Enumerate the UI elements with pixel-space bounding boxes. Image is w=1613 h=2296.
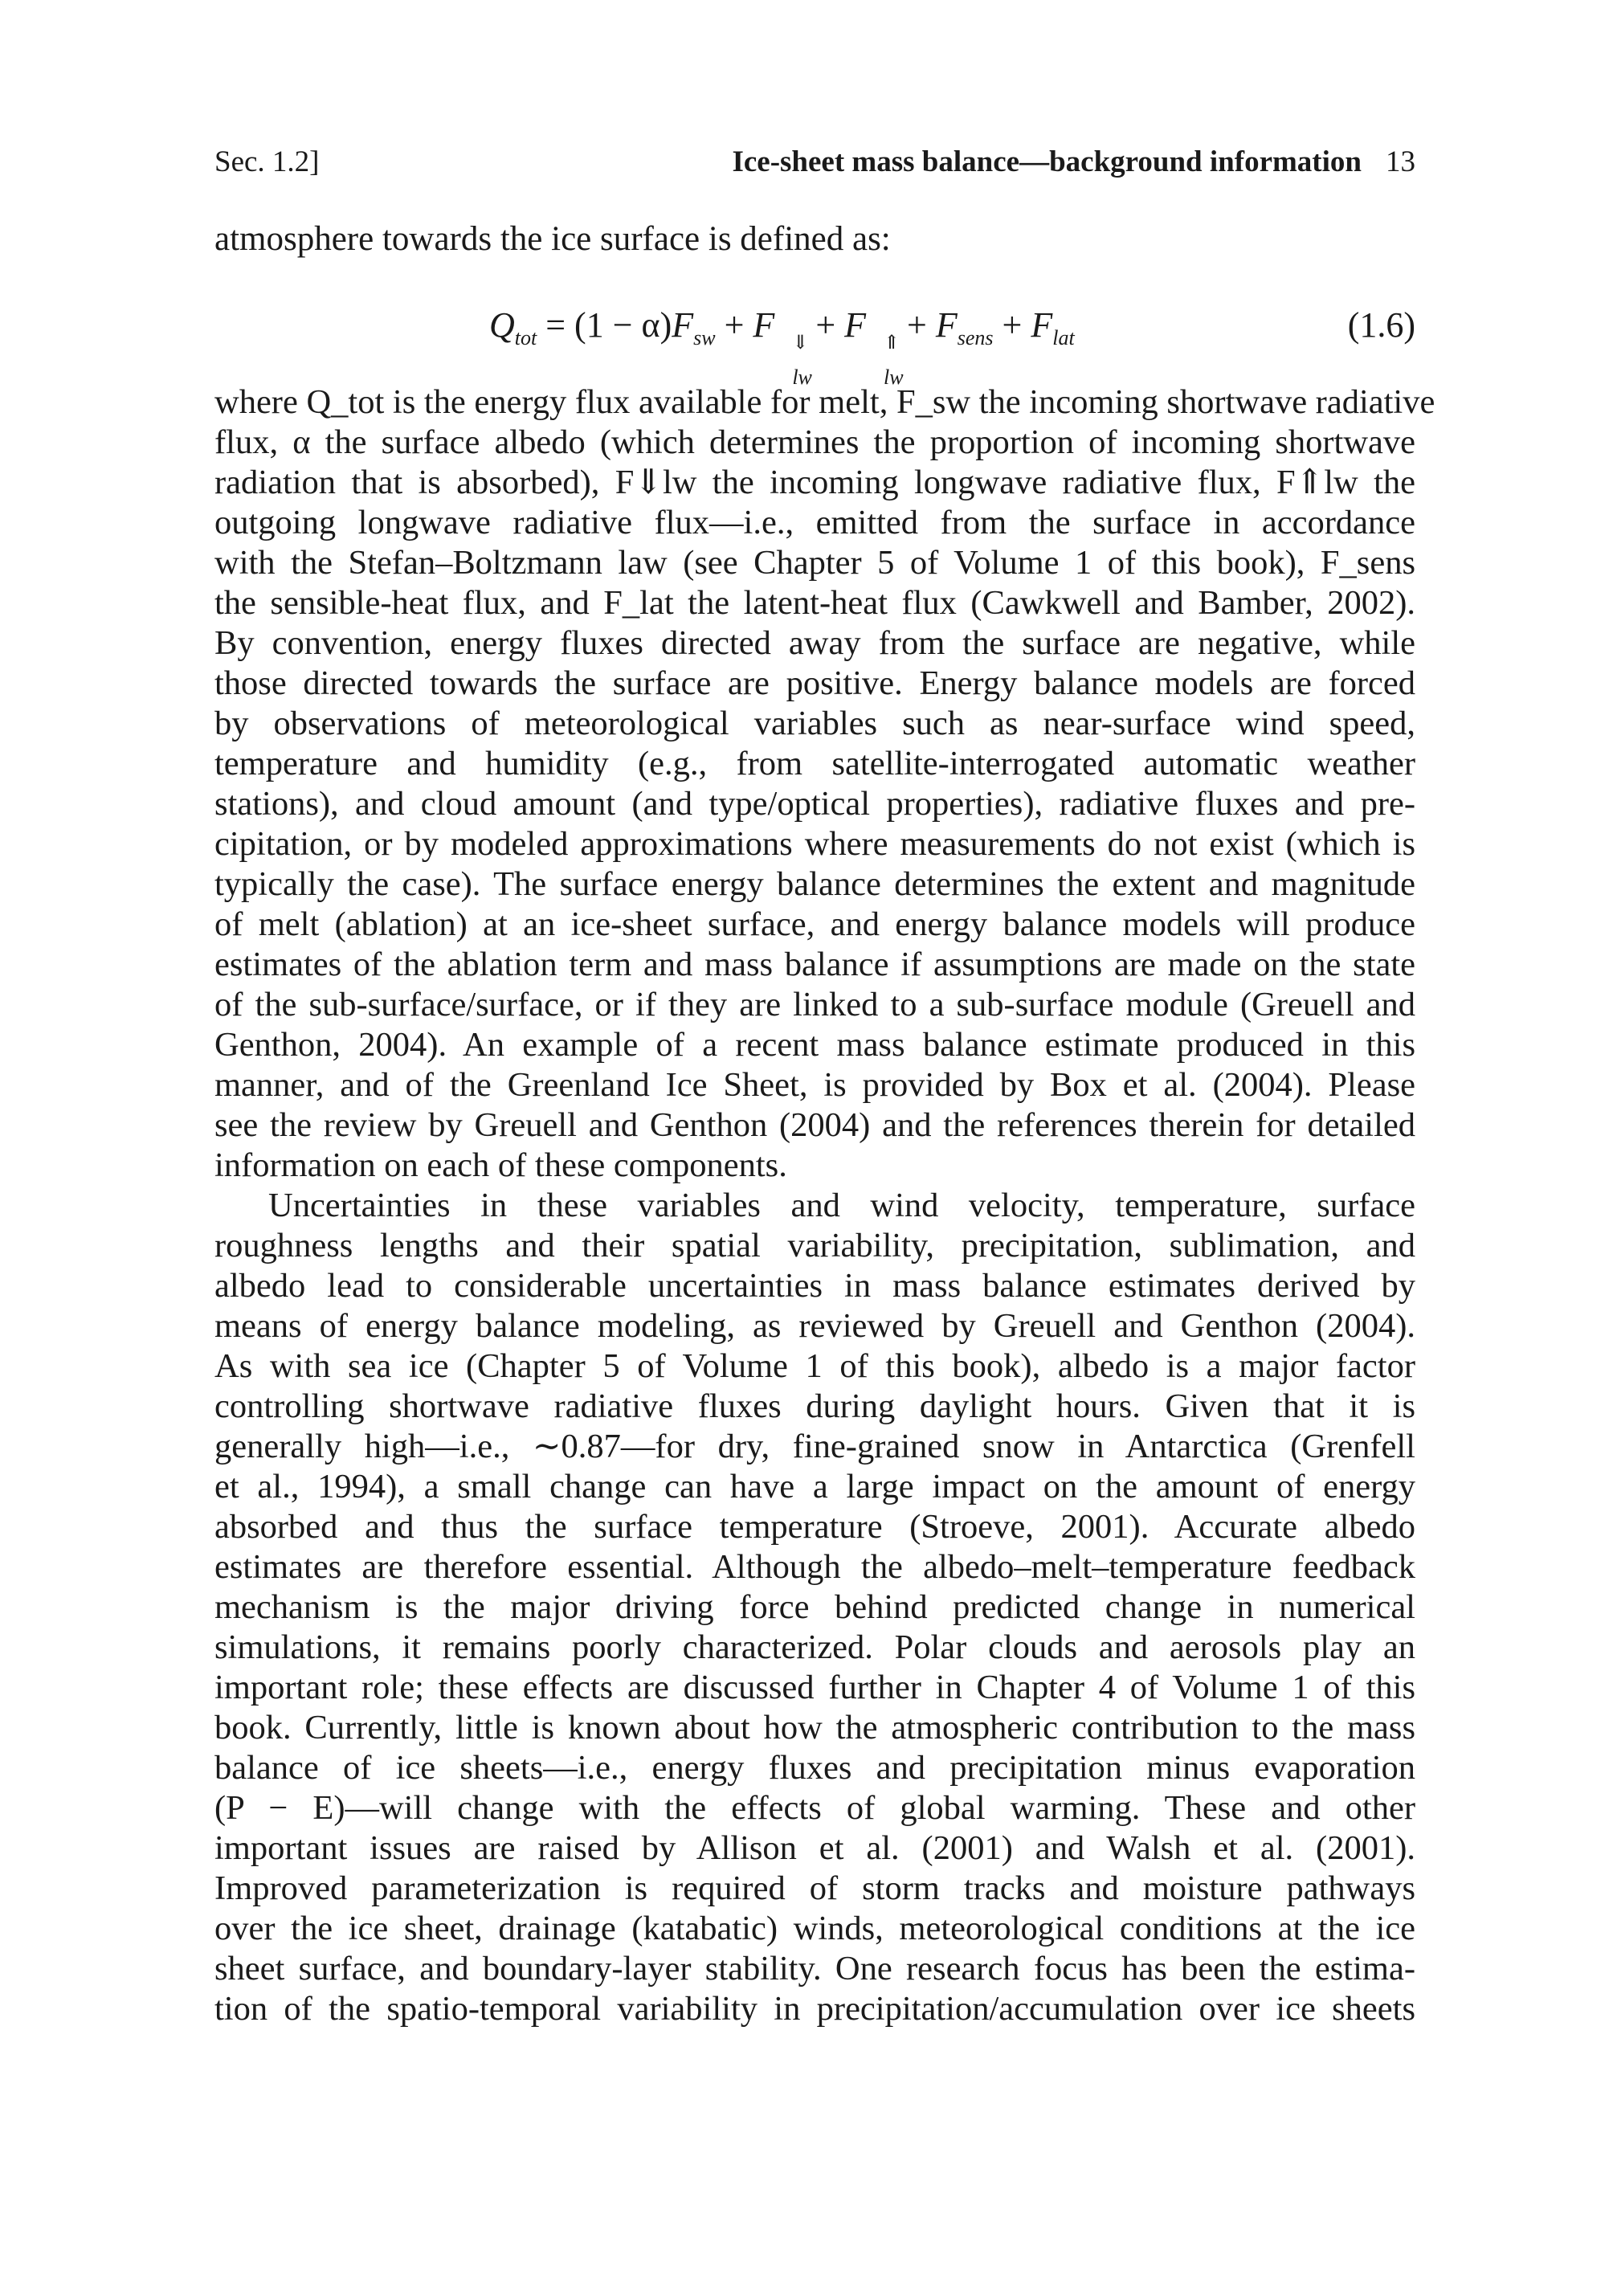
paragraph-line: information on each of these components.	[214, 1146, 787, 1184]
paragraph-line: book. Currently, little is known about how the atmospheric contribution to the mass	[214, 1709, 1415, 1747]
paragraph-line: manner, and of the Greenland Ice Sheet, is provided by Box et al. (2004). Please	[214, 1066, 1415, 1104]
running-header	[214, 138, 1415, 186]
paragraph-line: mechanism is the major driving force behind predicted change in numerical	[214, 1588, 1415, 1626]
paragraph-line: simulations, it remains poorly characterized. Polar clouds and aerosols play an	[214, 1628, 1415, 1666]
paragraph-line: important issues are raised by Allison et al. (2001) and Walsh et al. (2001).	[214, 1829, 1415, 1867]
paragraph-line: typically the case). The surface energy balance determines the extent and magnitude	[214, 865, 1415, 903]
paragraph-line: see the review by Greuell and Genthon (2004) and the references therein for detailed	[214, 1106, 1415, 1144]
paragraph-line: Improved parameterization is required of storm tracks and moisture pathways	[214, 1869, 1415, 1907]
paragraph-line: by observations of meteorological variables such as near-surface wind speed,	[214, 705, 1415, 742]
paragraph-line: By convention, energy fluxes directed away from the surface are negative, while	[214, 624, 1415, 662]
paragraph-line: the sensible-heat flux, and F_lat the latent-heat flux (Cawkwell and Bamber, 2002).	[214, 584, 1415, 622]
paragraph-line: Genthon, 2004). An example of a recent mass balance estimate produced in this	[214, 1026, 1415, 1064]
lead-line: atmosphere towards the ice surface is defined as:	[214, 220, 891, 258]
paragraph-line: absorbed and thus the surface temperature (Stroeve, 2001). Accurate albedo	[214, 1508, 1415, 1546]
paragraph-line: controlling shortwave radiative fluxes during daylight hours. Given that it is	[214, 1387, 1415, 1425]
paragraph-line: et al., 1994), a small change can have a large impact on the amount of energy	[214, 1468, 1415, 1505]
paragraph-line: roughness lengths and their spatial variability, precipitation, sublimation, and	[214, 1227, 1415, 1264]
header-right	[732, 138, 1415, 186]
paragraph-line: estimates are therefore essential. Although the albedo–melt–temperature feedback	[214, 1548, 1415, 1586]
equation-expression: $Q_{tot} = (1 - \alpha)F_{sw} + F$ ⇓ lw + F ⇑ lw + $F_{sens} + F_{lat}$	[489, 305, 1075, 389]
paragraph-line: those directed towards the surface are positive. Energy balance models are forced	[214, 664, 1415, 702]
paragraph-line: radiation that is absorbed), F⇓lw the incoming longwave radiative flux, F⇑lw the	[214, 464, 1415, 501]
paragraph-line: with the Stefan–Boltzmann law (see Chapter 5 of Volume 1 of this book), F_sens	[214, 544, 1415, 582]
paragraph-line: As with sea ice (Chapter 5 of Volume 1 of this book), albedo is a major factor	[214, 1347, 1415, 1385]
running-title: Ice-sheet mass balance—background information	[732, 145, 1362, 178]
equation-1-6	[214, 297, 1415, 389]
paragraph-line: means of energy balance modeling, as reviewed by Greuell and Genthon (2004).	[214, 1307, 1415, 1345]
paragraph-line: flux, α the surface albedo (which determines the proportion of incoming shortwave	[214, 423, 1415, 461]
section-label: Sec. 1.2]	[214, 145, 320, 178]
paragraph-line: of melt (ablation) at an ice-sheet surface, and energy balance models will produce	[214, 905, 1415, 943]
paragraph-line: albedo lead to considerable uncertainties in mass balance estimates derived by	[214, 1267, 1415, 1305]
paragraph-line: important role; these effects are discussed further in Chapter 4 of Volume 1 of this	[214, 1669, 1415, 1706]
paragraph-line: estimates of the ablation term and mass balance if assumptions are made on the state	[214, 946, 1415, 983]
paragraph-line: over the ice sheet, drainage (katabatic) winds, meteorological conditions at the ice	[214, 1910, 1415, 1947]
paragraph-line: sheet surface, and boundary-layer stability. One research focus has been the estima-	[214, 1950, 1415, 1988]
paragraph-line: tion of the spatio-temporal variability in precipitation/accumulation over ice sheets	[214, 1990, 1415, 2028]
paragraph-line: stations), and cloud amount (and type/optical properties), radiative fluxes and pre-	[214, 785, 1415, 823]
page-number: 13	[1386, 145, 1415, 178]
paragraph-line: outgoing longwave radiative flux—i.e., emitted from the surface in accordance	[214, 504, 1415, 541]
paragraph-line: temperature and humidity (e.g., from satellite-interrogated automatic weather	[214, 745, 1415, 782]
paragraph-line: of the sub-surface/surface, or if they are linked to a sub-surface module (Greuell and	[214, 986, 1415, 1023]
paragraph-line: Uncertainties in these variables and wind velocity, temperature, surface	[268, 1187, 1415, 1224]
paragraph-line: where Q_tot is the energy flux available for melt, F_sw the incoming shortwave radiative	[214, 383, 1435, 421]
paragraph-line: (P − E)—will change with the effects of global warming. These and other	[214, 1789, 1415, 1827]
paragraph-line: cipitation, or by modeled approximations where measurements do not exist (which is	[214, 825, 1415, 863]
equation-number: (1.6)	[1347, 305, 1415, 345]
paragraph-line: generally high—i.e., ∼0.87—for dry, fine-grained snow in Antarctica (Grenfell	[214, 1428, 1415, 1465]
paragraph-line: balance of ice sheets—i.e., energy fluxes and precipitation minus evaporation	[214, 1749, 1415, 1787]
